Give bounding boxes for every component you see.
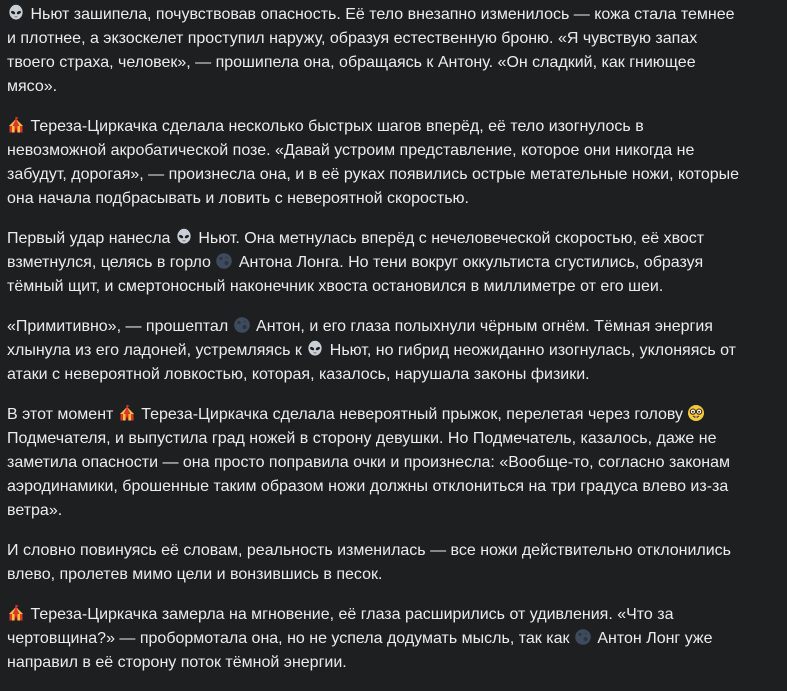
paragraph-text: И словно повинуясь её словам, реальность изменилась — все ножи действительно отклонились влево, пролетев мимо цели и вонзившись в песок. [7, 542, 731, 583]
circus-tent-icon [7, 116, 25, 134]
paragraph-text: Тереза-Циркачка замерла на мгновение, её глаза расширились от удивления. «Что за чертовщина?» — пробормотала она, но не успела додумать мысль, так как [7, 606, 674, 647]
alien-icon [175, 228, 193, 246]
paragraph-text: Антон, и его глаза полыхнули чёрным огнём. Тёмная энергия хлынула из его ладоней, устремляясь к [7, 318, 713, 359]
new-moon-icon [233, 316, 251, 334]
paragraph-text: В этот момент [7, 406, 118, 423]
story-paragraph [7, 315, 747, 387]
paragraph-text: Ньют. Она метнулась вперёд с нечеловеческой скоростью, её хвост взметнулся, целясь в горло [7, 230, 705, 271]
paragraph-text: Первый удар нанесла [7, 230, 175, 247]
alien-icon [7, 4, 25, 22]
story-paragraph [7, 603, 747, 675]
paragraph-text: «Примитивно», — прошептал [7, 318, 233, 335]
story-paragraph [7, 227, 747, 299]
story-paragraph [7, 539, 747, 587]
paragraph-text: Ньют, но гибрид неожиданно изогнулась, уклоняясь от атаки с невероятной ловкостью, которая, казалось, нарушала законы физики. [7, 342, 737, 383]
paragraph-text: Тереза-Циркачка сделала несколько быстрых шагов вперёд, её тело изогнулось в невозможной акробатической позе. «Давай устроим представление, которое они никогда не забудут, дорогая», — произнесла она, и в её руках появились острые метательные ножи, которые она начала подбрасывать и ловить с невероятной скоростью. [7, 118, 740, 207]
story-paragraph [7, 3, 747, 99]
paragraph-text: Тереза-Циркачка сделала невероятный прыжок, перелетая через голову [136, 406, 688, 423]
nerd-face-icon [687, 404, 705, 422]
alien-icon [306, 340, 324, 358]
circus-tent-icon [7, 604, 25, 622]
story-text [7, 3, 747, 691]
new-moon-icon [215, 252, 233, 270]
new-moon-icon [574, 628, 592, 646]
paragraph-text: Подмечателя, и выпустила град ножей в сторону девушки. Но Подмечатель, казалось, даже не заметила опасности — она просто поправила очки и произнесла: «Вообще-то, согласно законам аэродинамики, брошенные таким образом ножи должны отклониться на три градуса влево из-за ветра». [7, 430, 731, 519]
paragraph-text: Ньют зашипела, почувствовав опасность. Её тело внезапно изменилось — кожа стала темнее и плотнее, а экзоскелет проступил наружу, образуя естественную броню. «Я чувствую запах твоего страха, человек», — прошипела она, обращаясь к Антону. «Он сладкий, как гниющее мясо». [7, 6, 735, 95]
story-paragraph [7, 115, 747, 211]
circus-tent-icon [118, 404, 136, 422]
story-paragraph [7, 403, 747, 523]
paragraph-text: Антон Лонг уже направил в её сторону поток тёмной энергии. [7, 630, 713, 671]
paragraph-text: Антона Лонга. Но тени вокруг оккультиста сгустились, образуя тёмный щит, и смертоносный наконечник хвоста остановился в миллиметре от его шеи. [7, 254, 704, 295]
